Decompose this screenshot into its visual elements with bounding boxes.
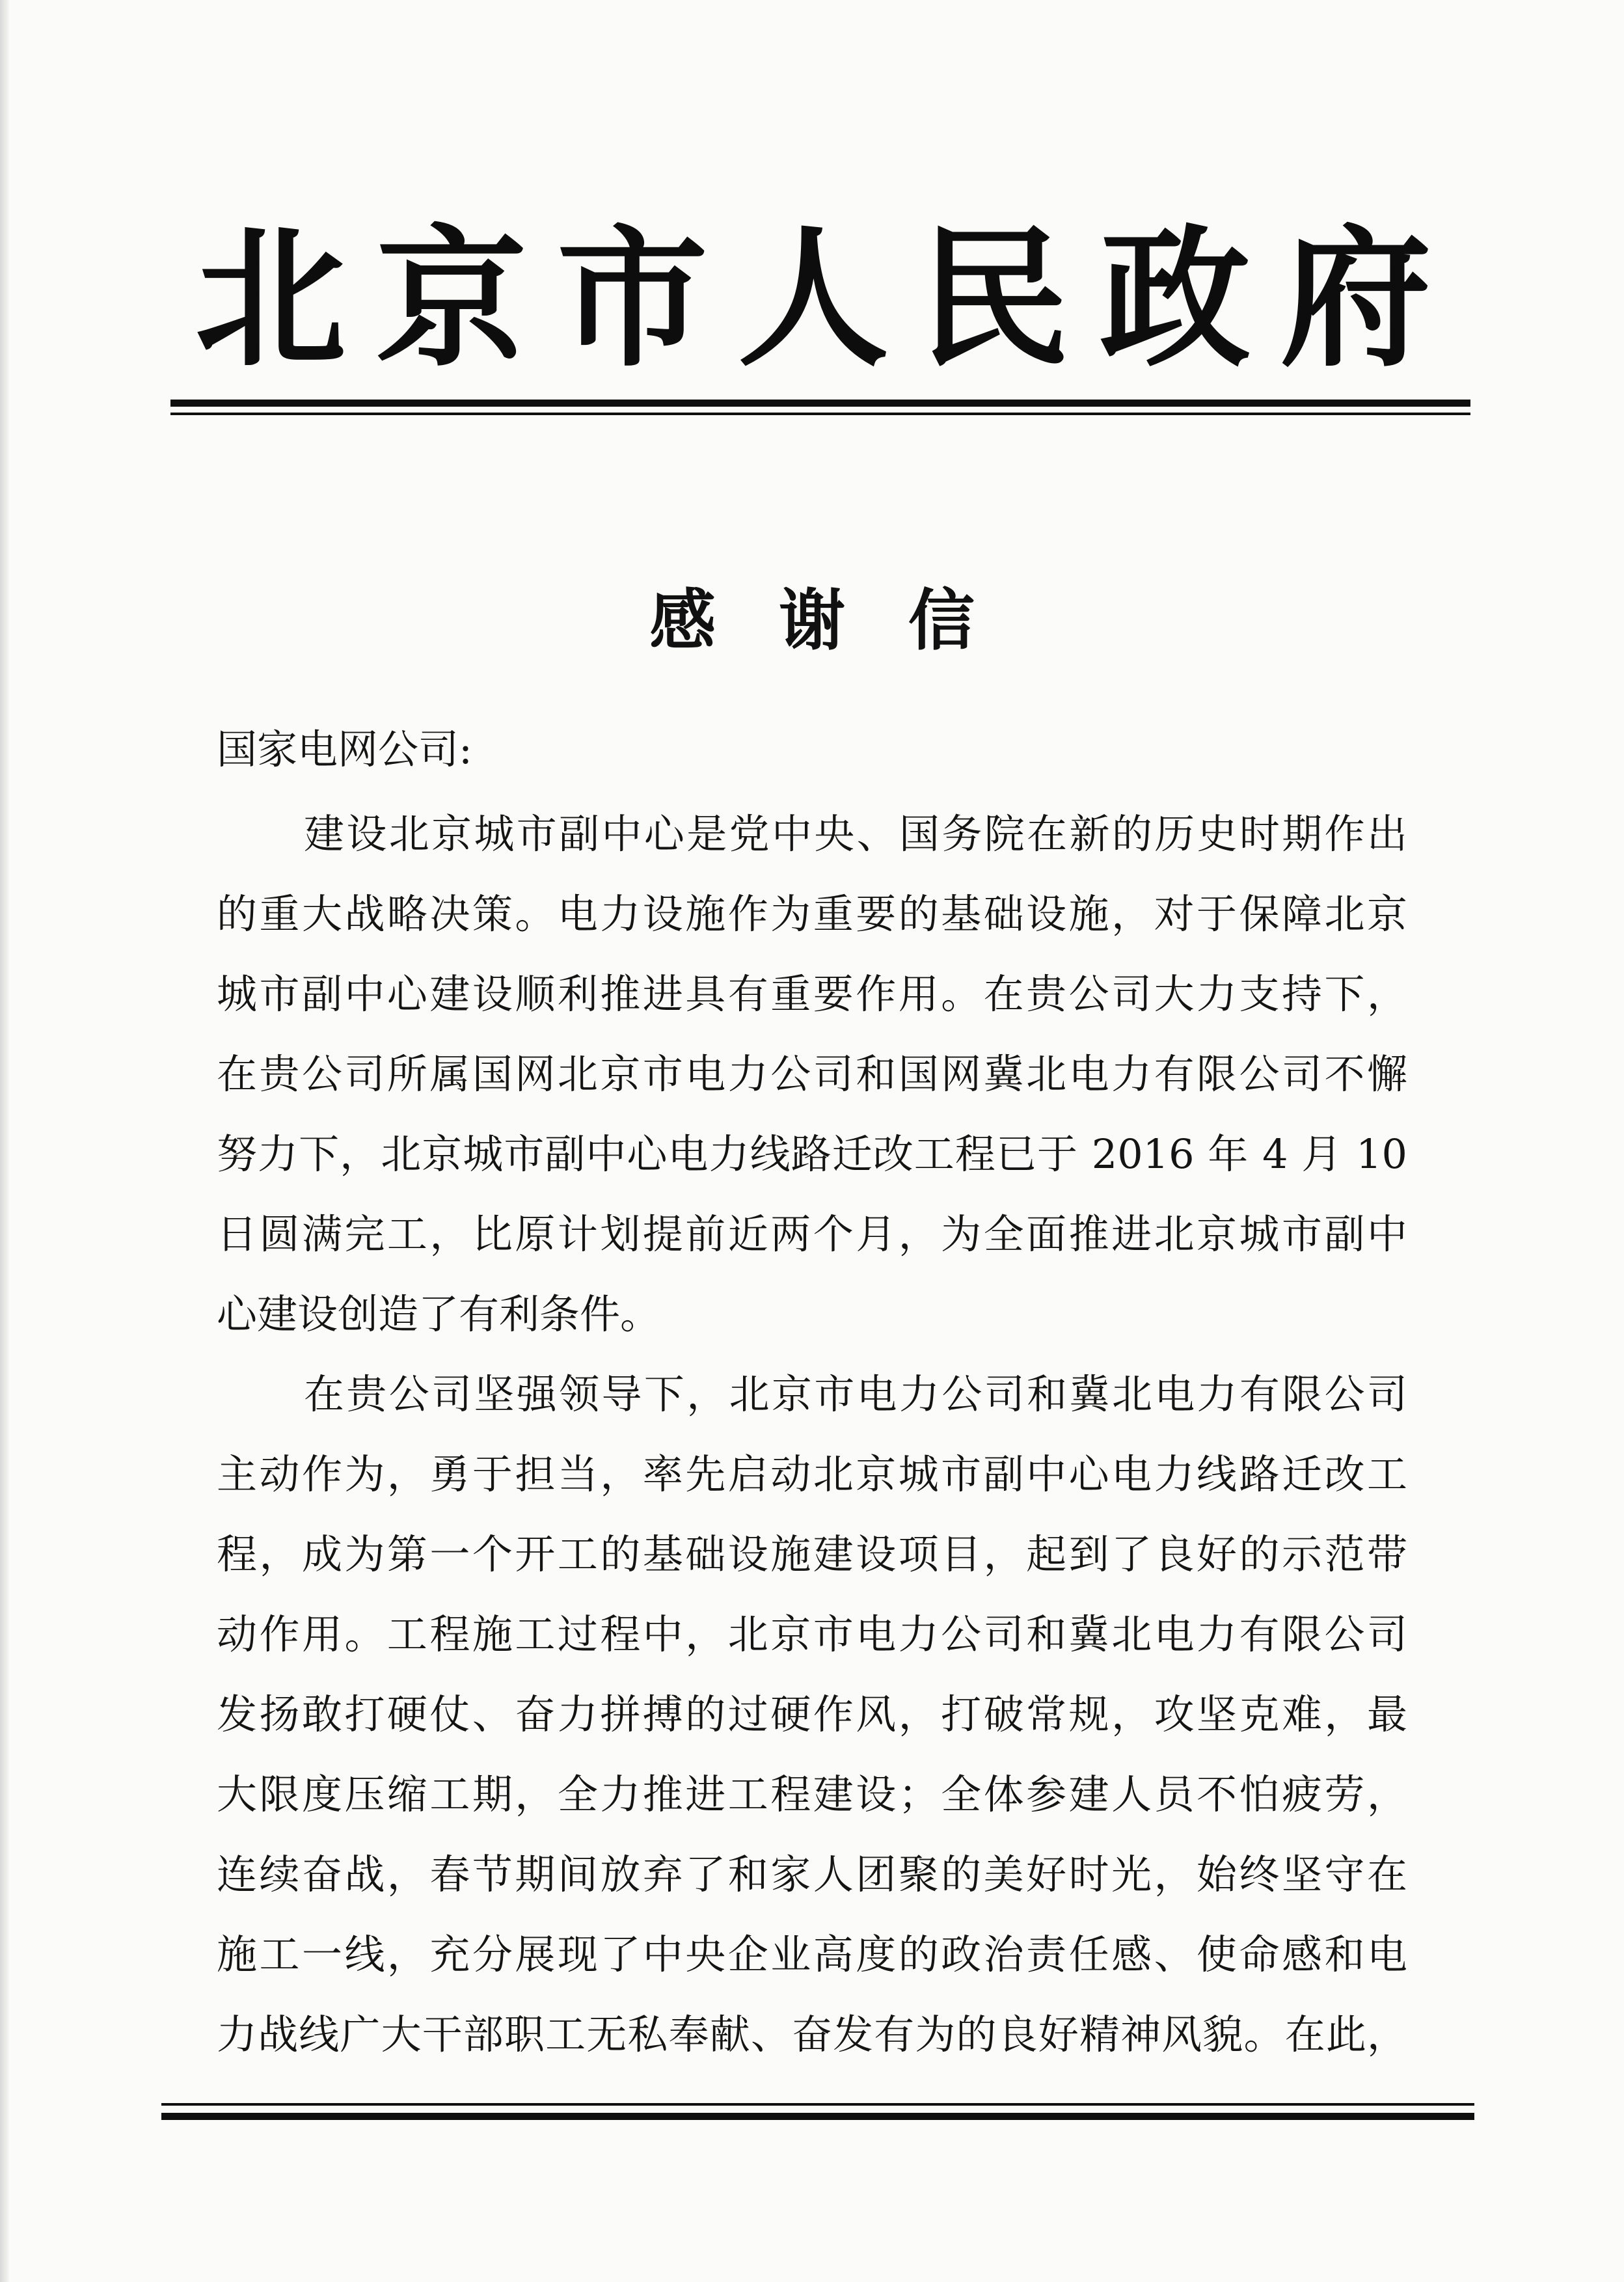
footer-rule-thin xyxy=(161,2103,1474,2106)
masthead-char: 民 xyxy=(918,211,1070,387)
letter-title: 感谢信 xyxy=(649,582,1038,660)
masthead-rule-thick xyxy=(170,400,1470,407)
masthead-rule-thin xyxy=(170,413,1470,415)
body-line: 建设北京城市副中心是党中央、国务院在新的历史时期作出 xyxy=(304,810,1407,858)
masthead-char: 市 xyxy=(556,211,708,387)
masthead-title xyxy=(195,202,1431,397)
masthead-char: 北 xyxy=(195,211,347,387)
body-line: 在贵公司所属国网北京市电力公司和国网冀北电力有限公司不懈 xyxy=(217,1050,1407,1098)
body-line: 在贵公司坚强领导下，北京市电力公司和冀北电力有限公司 xyxy=(304,1370,1407,1418)
body-line: 发扬敢打硬仗、奋力拼搏的过硬作风，打破常规，攻坚克难，最 xyxy=(217,1691,1407,1738)
masthead-char: 人 xyxy=(737,211,889,387)
body-line: 心建设创造了有利条件。 xyxy=(217,1290,661,1338)
body-line: 程，成为第一个开工的基础设施建设项目，起到了良好的示范带 xyxy=(217,1530,1407,1578)
body-line: 施工一线，充分展现了中央企业高度的政治责任感、使命感和电 xyxy=(217,1931,1407,1978)
body-line: 力战线广大干部职工无私奉献、奋发有为的良好精神风貌。在此， xyxy=(217,2011,1407,2058)
body-line: 的重大战略决策。电力设施作为重要的基础设施，对于保障北京 xyxy=(217,890,1407,938)
body-line: 日圆满完工，比原计划提前近两个月，为全面推进北京城市副中 xyxy=(217,1210,1407,1258)
masthead-char: 京 xyxy=(375,211,527,387)
body-line: 努力下，北京城市副中心电力线路迁改工程已于 2016 年 4 月 10 xyxy=(217,1130,1407,1178)
footer-rule-thick xyxy=(161,2113,1474,2120)
body-line: 连续奋战，春节期间放弃了和家人团聚的美好时光，始终坚守在 xyxy=(217,1851,1407,1898)
masthead-char: 政 xyxy=(1099,211,1251,387)
letter-salutation: 国家电网公司: xyxy=(217,726,472,773)
scan-edge-shadow xyxy=(0,0,9,2282)
masthead-char: 府 xyxy=(1280,211,1431,387)
body-line: 动作用。工程施工过程中，北京市电力公司和冀北电力有限公司 xyxy=(217,1610,1407,1658)
body-line: 主动作为，勇于担当，率先启动北京城市副中心电力线路迁改工 xyxy=(217,1450,1407,1498)
body-line: 城市副中心建设顺利推进具有重要作用。在贵公司大力支持下， xyxy=(217,970,1407,1018)
body-line: 大限度压缩工期，全力推进工程建设；全体参建人员不怕疲劳， xyxy=(217,1771,1407,1818)
